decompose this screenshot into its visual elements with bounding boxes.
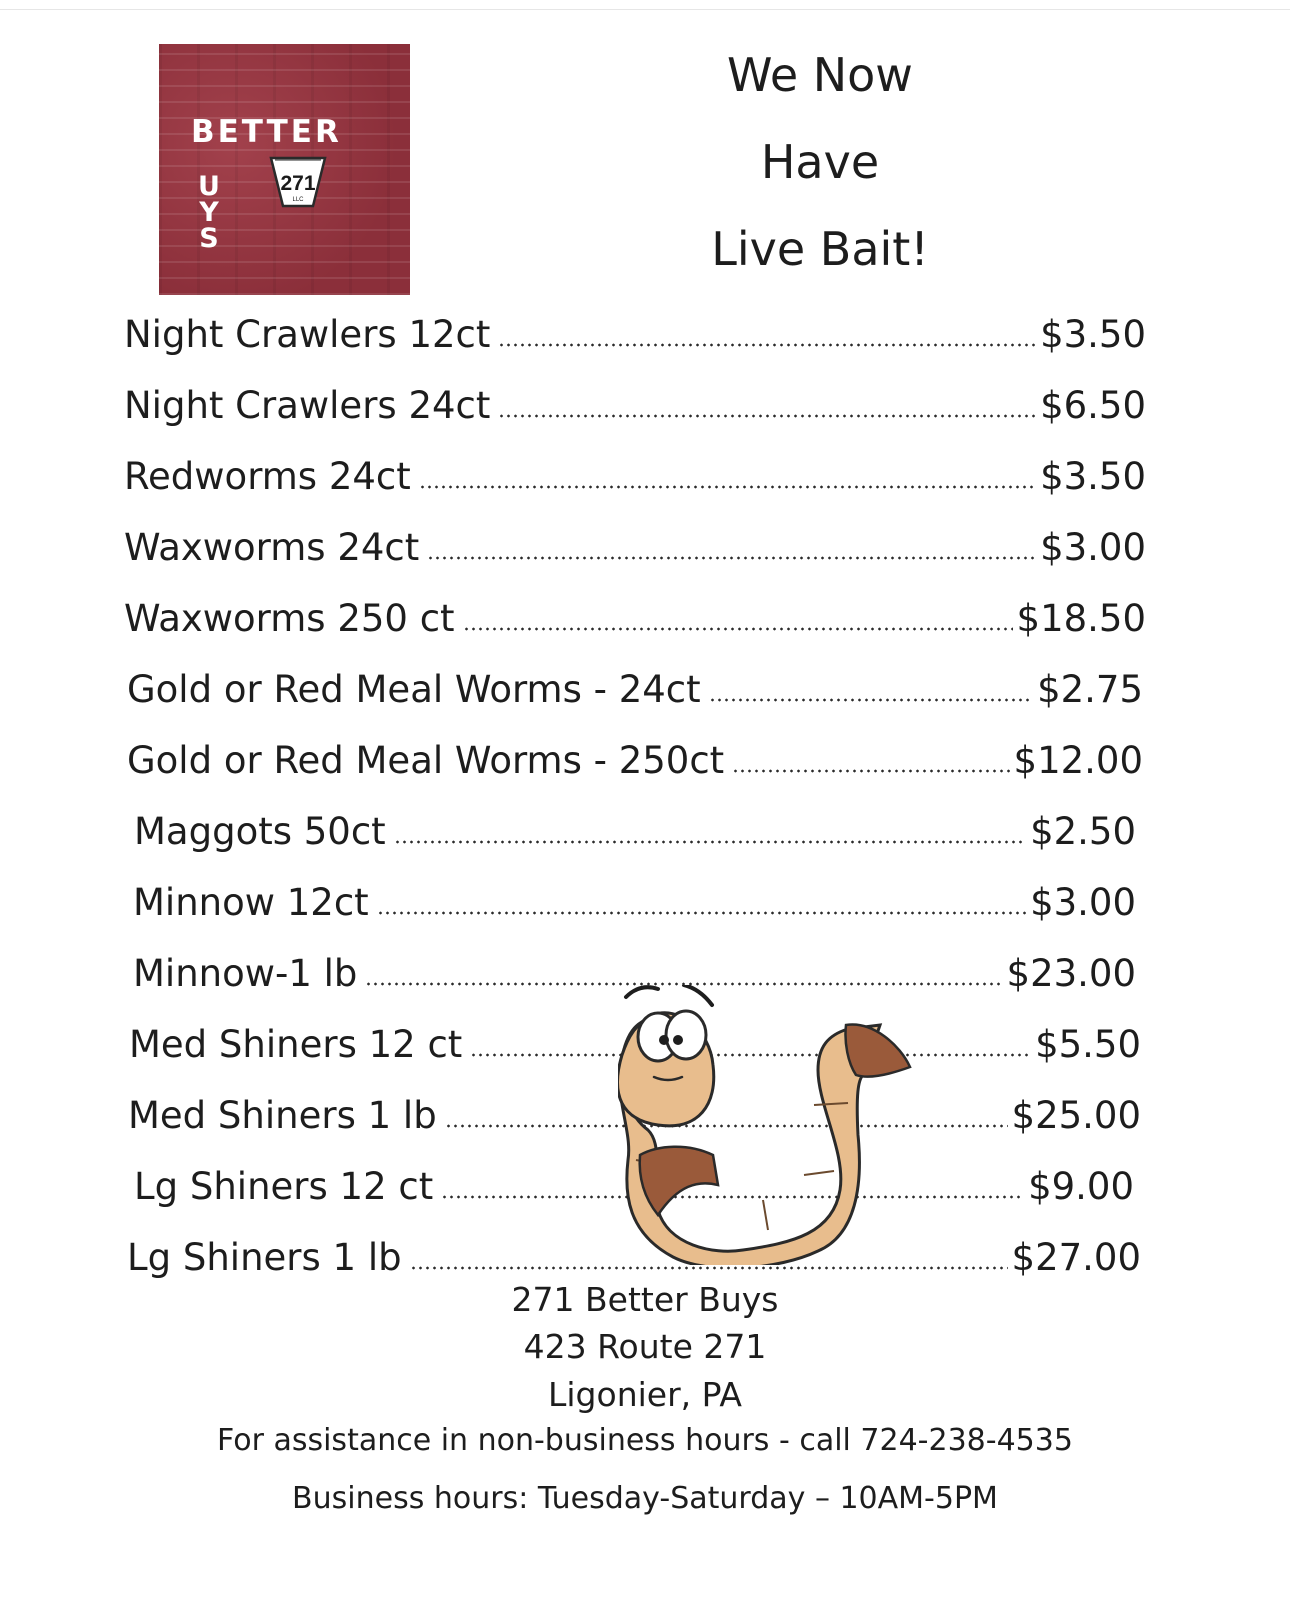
price-row-price: $12.00 [1013,739,1143,782]
price-row-item: Gold or Red Meal Worms - 24ct [127,668,701,711]
headline-line-3: Live Bait! [711,222,929,276]
store-name: 271 Better Buys [511,1280,779,1319]
dot-leader [394,840,1026,844]
dot-leader [498,343,1036,347]
price-row [127,732,1143,782]
logo-llc: LLC [292,197,304,203]
price-row-item: Night Crawlers 12ct [124,313,491,356]
price-row-price: $3.00 [1030,881,1136,924]
dot-leader [419,485,1036,489]
price-row [124,448,1146,498]
price-row-price: $3.50 [1040,313,1146,356]
price-row-price: $25.00 [1011,1094,1141,1137]
store-street: 423 Route 271 [523,1327,767,1366]
dot-leader [463,627,1013,631]
top-divider [0,9,1290,10]
price-row [124,377,1146,427]
price-row-item: Waxworms 24ct [124,526,420,569]
dot-leader [709,698,1033,702]
better-buys-logo [159,44,410,295]
price-row-item: Night Crawlers 24ct [124,384,491,427]
price-row-item: Lg Shiners 1 lb [127,1236,402,1279]
logo-route-number: 271 [280,172,316,195]
price-row-item: Med Shiners 1 lb [128,1094,437,1137]
price-row-item: Gold or Red Meal Worms - 250ct [127,739,725,782]
price-row-price: $9.00 [1028,1165,1134,1208]
price-row-price: $27.00 [1011,1236,1141,1279]
price-row-item: Med Shiners 12 ct [129,1023,463,1066]
price-row-item: Redworms 24ct [124,455,411,498]
dot-leader [732,769,1009,773]
logo-word-buys [196,148,222,252]
price-row-item: Lg Shiners 12 ct [134,1165,434,1208]
price-row-price: $2.75 [1037,668,1143,711]
price-row-item: Waxworms 250 ct [124,597,455,640]
price-row-price: $2.50 [1030,810,1136,853]
logo-letter-s: S [199,223,219,254]
price-row [124,306,1146,356]
business-hours: Business hours: Tuesday-Saturday – 10AM-5PM [292,1481,998,1516]
dot-leader [377,911,1026,915]
price-row [124,519,1146,569]
price-row-price: $5.50 [1035,1023,1141,1066]
price-row [133,874,1136,924]
price-row-item: Minnow-1 lb [133,952,358,995]
price-row [124,590,1146,640]
price-row-price: $3.50 [1040,455,1146,498]
price-row-price: $3.00 [1040,526,1146,569]
price-row [134,803,1136,853]
cartoon-worm-icon [618,985,938,1265]
store-city: Ligonier, PA [548,1375,742,1414]
logo-word-better: BETTER [191,114,342,150]
assistance-note: For assistance in non-business hours - call 724-238-4535 [217,1423,1073,1458]
headline-line-1: We Now [727,48,913,102]
keystone-route-icon [267,154,329,210]
logo-letter-y: Y [199,197,219,228]
headline-line-2: Have [760,135,880,189]
price-row-item: Maggots 50ct [134,810,386,853]
price-row-price: $23.00 [1006,952,1136,995]
price-row-item: Minnow 12ct [133,881,369,924]
logo-letter-u: U [198,171,220,202]
price-row [127,661,1143,711]
price-row-price: $18.50 [1016,597,1146,640]
dot-leader [498,414,1036,418]
price-row-price: $6.50 [1040,384,1146,427]
dot-leader [427,556,1036,560]
dot-leader [410,1266,1008,1270]
